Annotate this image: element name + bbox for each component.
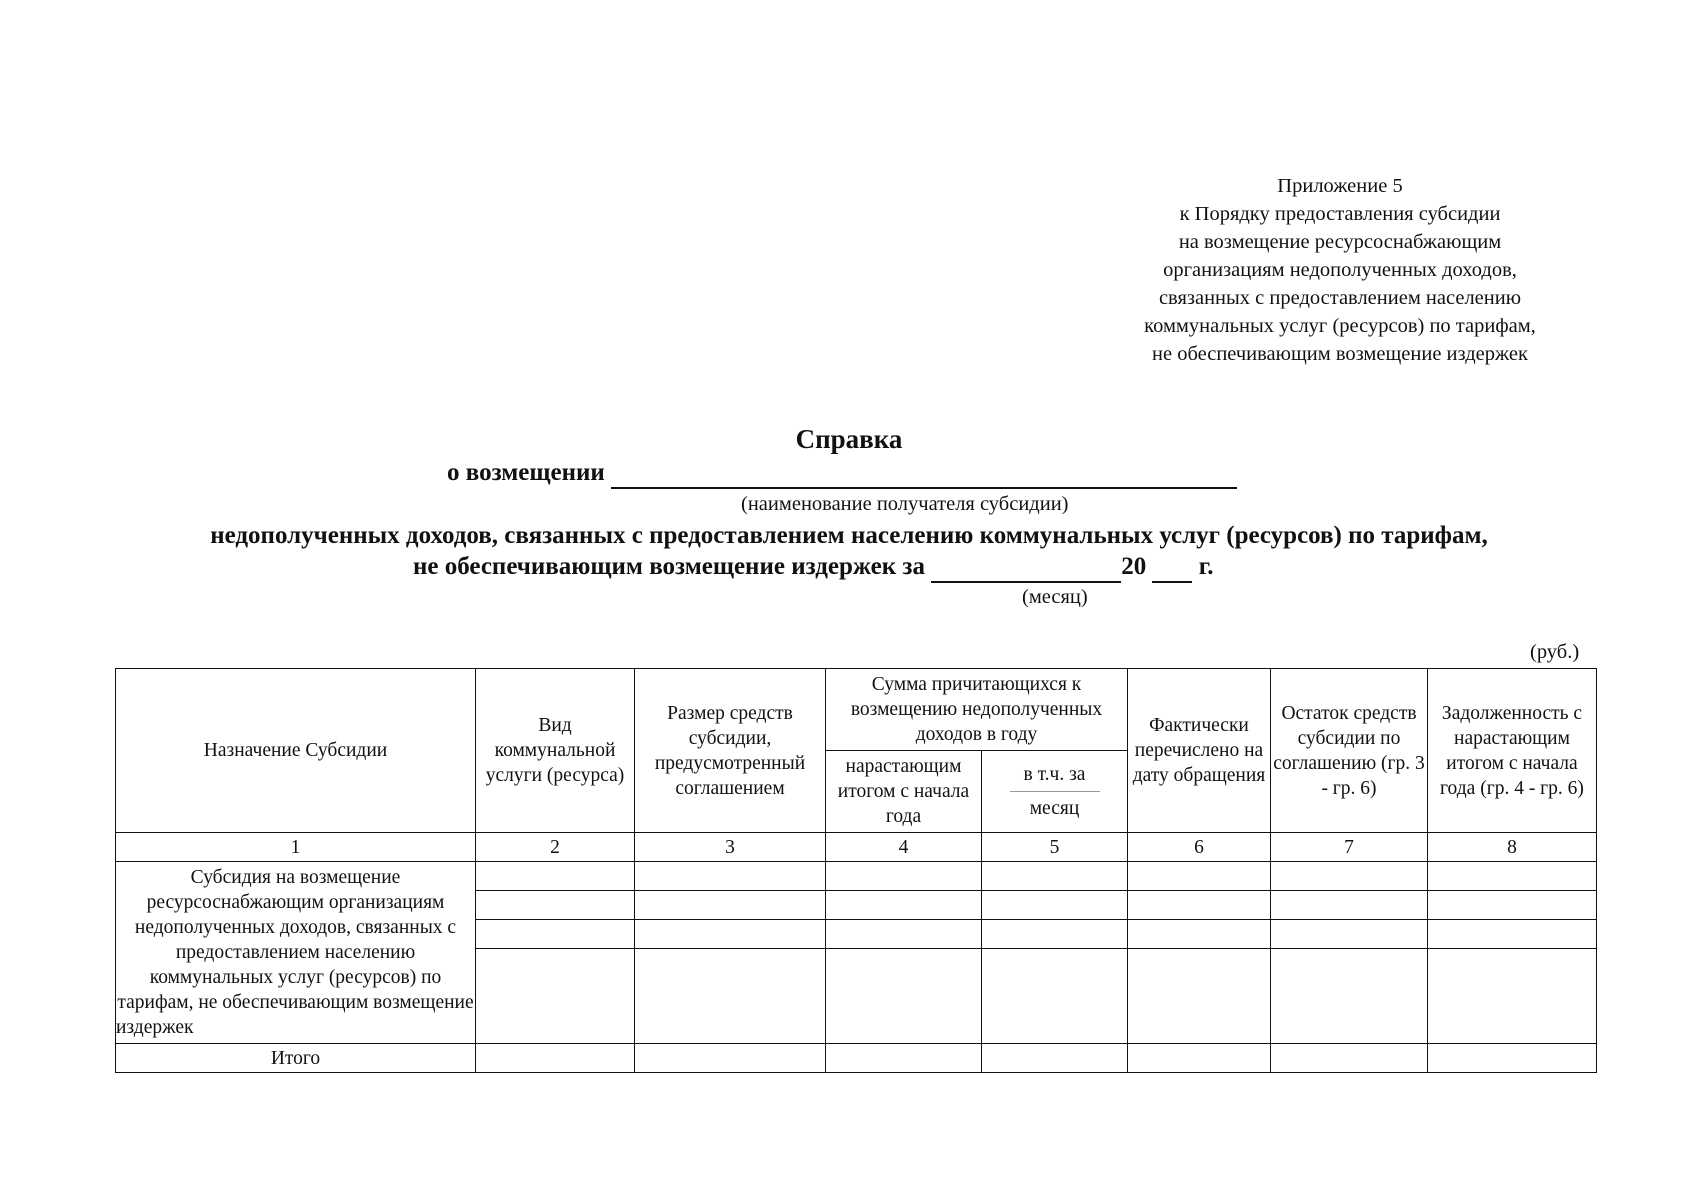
subsidy-table bbox=[115, 668, 1597, 1073]
header-remaining-funds: Остаток средств субсидии по соглашению (гр. 3 - гр. 6) bbox=[1271, 669, 1428, 833]
column-number: 6 bbox=[1128, 833, 1271, 862]
table-cell[interactable] bbox=[1271, 891, 1428, 920]
appendix-line: Приложение 5 bbox=[1277, 175, 1403, 197]
column-number-row bbox=[116, 833, 1597, 862]
appendix-line: коммунальных услуг (ресурсов) по тарифам, bbox=[1144, 315, 1536, 337]
total-row bbox=[116, 1044, 1597, 1073]
table-cell[interactable] bbox=[1271, 949, 1428, 1044]
subject-line: недополученных доходов, связанных с предоставлением населению коммунальных услуг (ресурсов) по тарифам, bbox=[210, 522, 1488, 549]
year-suffix: г. bbox=[1198, 553, 1214, 580]
table-cell[interactable] bbox=[1428, 862, 1597, 891]
table-cell[interactable] bbox=[826, 920, 982, 949]
appendix-line: связанных с предоставлением населению bbox=[1158, 287, 1522, 309]
appendix-line: к Порядку предоставления субсидии bbox=[1179, 203, 1501, 225]
table-cell[interactable] bbox=[476, 891, 635, 920]
column-number: 4 bbox=[826, 833, 982, 862]
month-underline bbox=[1010, 791, 1100, 792]
table-cell[interactable] bbox=[1428, 949, 1597, 1044]
document-title: Справка bbox=[795, 424, 903, 454]
table-cell[interactable] bbox=[635, 920, 826, 949]
table-cell[interactable] bbox=[1128, 1044, 1271, 1073]
header-actually-transferred: Фактически перечислено на дату обращения bbox=[1128, 669, 1271, 833]
header-debt: Задолженность с нарастающим итогом с начала года (гр. 4 - гр. 6) bbox=[1428, 669, 1597, 833]
header-purpose: Назначение Субсидии bbox=[116, 669, 476, 833]
table-cell[interactable] bbox=[826, 1044, 982, 1073]
table-cell[interactable] bbox=[982, 1044, 1128, 1073]
table-cell[interactable] bbox=[982, 862, 1128, 891]
table-cell[interactable] bbox=[1128, 862, 1271, 891]
column-number: 3 bbox=[635, 833, 826, 862]
purpose-cell: Субсидия на возмещение ресурсоснабжающим организациям недополученных доходов, связанных с предоставлением населению коммунальных услуг (ресурсов) по тарифам, не обеспечивающим возмещение издержек bbox=[116, 862, 476, 1044]
recipient-line bbox=[447, 459, 1237, 489]
appendix-line: не обеспечивающим возмещение издержек bbox=[1152, 343, 1528, 365]
table-cell[interactable] bbox=[476, 920, 635, 949]
table-cell[interactable] bbox=[826, 891, 982, 920]
table-cell[interactable] bbox=[1428, 1044, 1597, 1073]
table-cell[interactable] bbox=[1271, 862, 1428, 891]
column-number: 8 bbox=[1428, 833, 1597, 862]
table-cell[interactable] bbox=[635, 1044, 826, 1073]
header-amount-due-group: Сумма причитающихся к возмещению недополученных доходов в году bbox=[826, 669, 1128, 751]
total-label: Итого bbox=[116, 1044, 476, 1073]
unit-label: (руб.) bbox=[1530, 641, 1580, 663]
table-cell[interactable] bbox=[982, 920, 1128, 949]
year-blank[interactable] bbox=[1152, 553, 1192, 583]
table-cell[interactable] bbox=[826, 949, 982, 1044]
period-line bbox=[413, 553, 1214, 583]
period-prefix: не обеспечивающим возмещение издержек за bbox=[413, 553, 925, 580]
table-cell[interactable] bbox=[1271, 1044, 1428, 1073]
table-cell[interactable] bbox=[1428, 891, 1597, 920]
header-month-top: в т.ч. за bbox=[1023, 764, 1086, 785]
column-number: 2 bbox=[476, 833, 635, 862]
table-cell[interactable] bbox=[826, 862, 982, 891]
header-service-type: Вид коммунальной услуги (ресурса) bbox=[476, 669, 635, 833]
table-cell[interactable] bbox=[982, 891, 1128, 920]
table-cell[interactable] bbox=[982, 949, 1128, 1044]
table-cell[interactable] bbox=[476, 949, 635, 1044]
recipient-prefix: о возмещении bbox=[447, 459, 605, 486]
table-cell[interactable] bbox=[476, 1044, 635, 1073]
recipient-blank[interactable] bbox=[611, 459, 1237, 489]
table-cell[interactable] bbox=[1128, 891, 1271, 920]
table-cell[interactable] bbox=[476, 862, 635, 891]
table-cell[interactable] bbox=[1128, 949, 1271, 1044]
header-month-bottom: месяц bbox=[1029, 798, 1080, 819]
table-cell[interactable] bbox=[1128, 920, 1271, 949]
table-cell[interactable] bbox=[1271, 920, 1428, 949]
month-blank[interactable] bbox=[931, 553, 1121, 583]
header-cumulative-total: нарастающим итогом с начала года bbox=[826, 751, 982, 833]
column-number: 5 bbox=[982, 833, 1128, 862]
table-row bbox=[116, 862, 1597, 891]
recipient-hint: (наименование получателя субсидии) bbox=[741, 493, 1069, 515]
year-prefix: 20 bbox=[1121, 553, 1147, 580]
table-cell[interactable] bbox=[635, 862, 826, 891]
appendix-line: на возмещение ресурсоснабжающим bbox=[1178, 231, 1502, 253]
table-cell[interactable] bbox=[1428, 920, 1597, 949]
header-month-amount bbox=[982, 751, 1128, 833]
appendix-block bbox=[1075, 172, 1605, 368]
column-number: 7 bbox=[1271, 833, 1428, 862]
appendix-line: организациям недополученных доходов, bbox=[1163, 259, 1517, 281]
table-cell[interactable] bbox=[635, 949, 826, 1044]
column-number: 1 bbox=[116, 833, 476, 862]
table-cell[interactable] bbox=[635, 891, 826, 920]
month-hint: (месяц) bbox=[1022, 586, 1088, 608]
header-agreement-amount: Размер средств субсидии, предусмотренный соглашением bbox=[635, 669, 826, 833]
